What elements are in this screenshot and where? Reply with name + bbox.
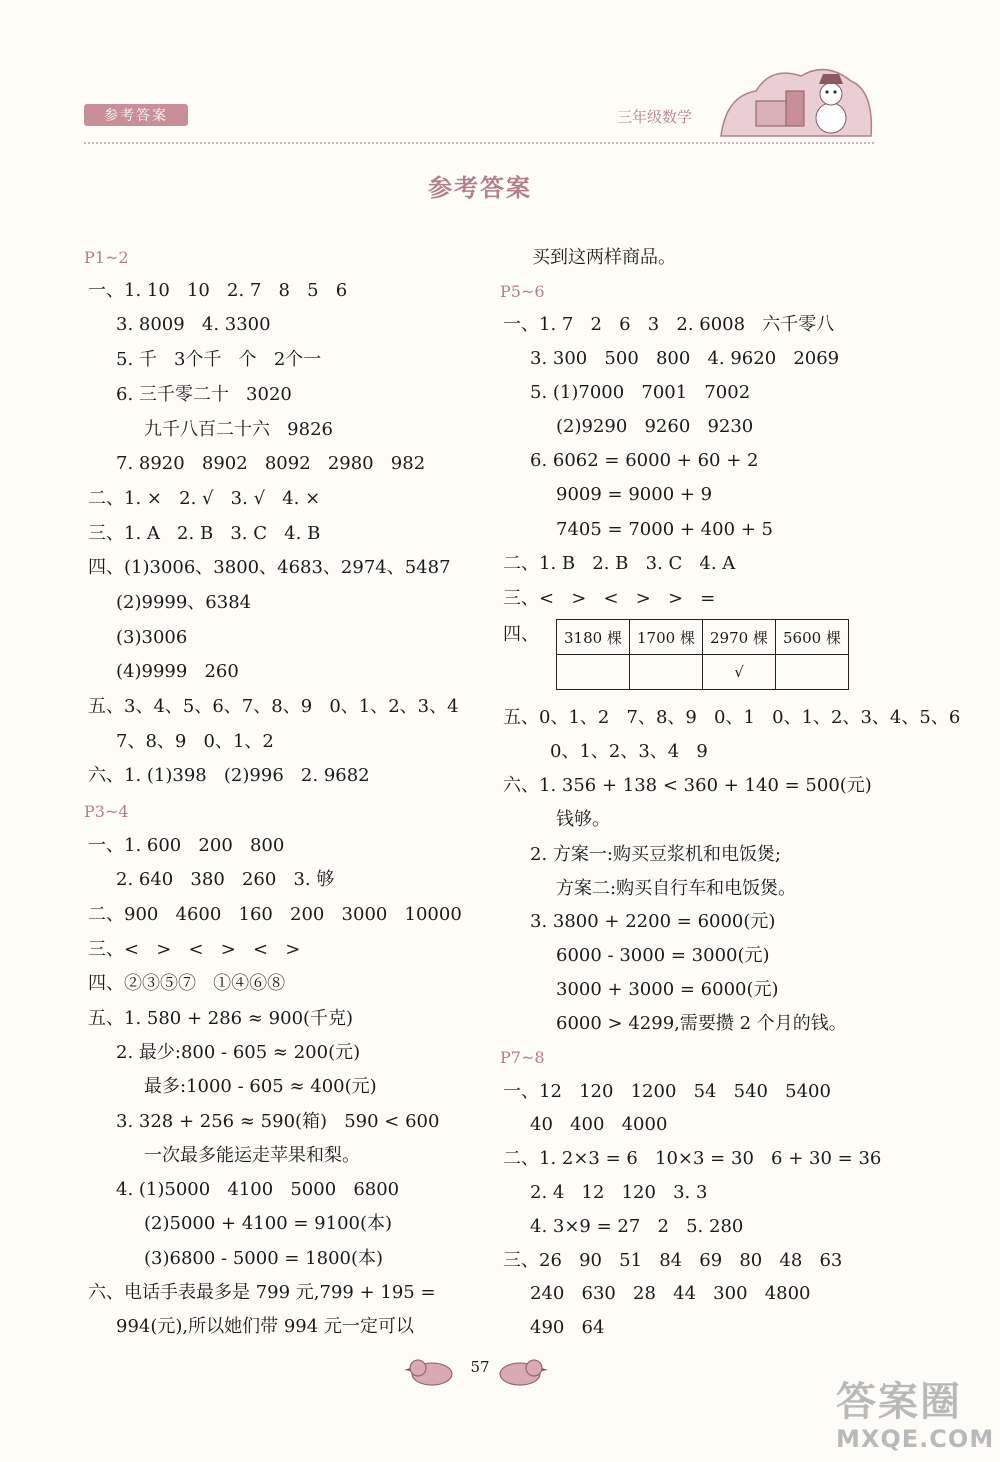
answer-line: 一、12 120 1200 54 540 5400 bbox=[503, 1081, 831, 1102]
answer-line: (2)9290 9260 9230 bbox=[556, 416, 754, 437]
answer-line: 7405 = 7000 + 400 + 5 bbox=[556, 519, 774, 540]
answer-line: 4. (1)5000 4100 5000 6800 bbox=[116, 1179, 400, 1200]
answer-line: 490 64 bbox=[530, 1317, 605, 1338]
snowman-illustration bbox=[716, 56, 876, 146]
answer-line: 三、26 90 51 84 69 80 48 63 bbox=[503, 1250, 843, 1271]
answer-line: 5. (1)7000 7001 7002 bbox=[530, 382, 751, 403]
section-label: P7~8 bbox=[500, 1048, 545, 1067]
answer-line: 40 400 4000 bbox=[530, 1114, 668, 1135]
answer-line: 2. 最少:800 - 605 ≈ 200(元) bbox=[116, 1042, 361, 1063]
bird-left-icon bbox=[404, 1354, 454, 1388]
table-cell: 1700 棵 bbox=[630, 620, 703, 655]
answer-line: 二、1. × 2. √ 3. √ 4. × bbox=[88, 488, 321, 509]
answer-line: 9009 = 9000 + 9 bbox=[556, 484, 713, 505]
section-label: P3~4 bbox=[84, 802, 129, 821]
answer-line: 3. 300 500 800 4. 9620 2069 bbox=[530, 348, 840, 369]
header-divider bbox=[84, 142, 874, 144]
table-header-row bbox=[557, 620, 849, 655]
answer-line: 4. 3×9 = 27 2 5. 280 bbox=[530, 1216, 744, 1237]
answer-line: 6000 > 4299,需要攒 2 个月的钱。 bbox=[556, 1013, 847, 1034]
answer-line: (2)5000 + 4100 = 9100(本) bbox=[144, 1213, 393, 1234]
watermark bbox=[836, 1370, 994, 1453]
answer-line: (2)9999、6384 bbox=[116, 592, 252, 613]
answer-line: 一、1. 7 2 6 3 2. 6008 六千零八 bbox=[503, 314, 835, 335]
answer-line: 2. 640 380 260 3. 够 bbox=[116, 869, 335, 890]
answer-line: (3)3006 bbox=[116, 627, 188, 648]
answer-table bbox=[556, 619, 849, 690]
answer-line: 五、3、4、5、6、7、8、9 0、1、2、3、4 bbox=[88, 696, 459, 717]
table-cell: 5600 棵 bbox=[776, 620, 849, 655]
answer-line: 四、 bbox=[503, 624, 539, 645]
answer-line: 四、②③⑤⑦ ①④⑥⑧ bbox=[88, 973, 286, 994]
answer-line: 六、1. (1)398 (2)996 2. 9682 bbox=[88, 765, 370, 786]
watermark-url: MXQE.COM bbox=[836, 1425, 995, 1453]
answer-line: 5. 千 3个千 个 2个一 bbox=[116, 349, 322, 370]
answer-line: 最多:1000 - 605 ≈ 400(元) bbox=[144, 1076, 377, 1097]
page-title: 参考答案 bbox=[428, 173, 532, 202]
answer-line: 一、1. 10 10 2. 7 8 5 6 bbox=[88, 280, 348, 301]
answer-line: 二、900 4600 160 200 3000 10000 bbox=[88, 904, 462, 925]
answer-line: 三、< > < > < > bbox=[88, 939, 301, 960]
answer-line: 7. 8920 8902 8092 2980 982 bbox=[116, 453, 426, 474]
table-row bbox=[557, 655, 849, 690]
answer-line: 3. 8009 4. 3300 bbox=[116, 314, 271, 335]
answer-line: 6. 三千零二十 3020 bbox=[116, 384, 292, 405]
section-label: P1~2 bbox=[84, 248, 129, 267]
watermark-title: 答案圈 bbox=[836, 1379, 962, 1425]
answer-line: 3. 3800 + 2200 = 6000(元) bbox=[530, 911, 776, 932]
table-cell: 2970 棵 bbox=[703, 620, 776, 655]
answer-line: 6. 6062 = 6000 + 60 + 2 bbox=[530, 450, 759, 471]
answer-line: 7、8、9 0、1、2 bbox=[116, 731, 274, 752]
answer-line: 240 630 28 44 300 4800 bbox=[530, 1283, 811, 1304]
answer-line: 994(元),所以她们带 994 元一定可以 bbox=[116, 1316, 414, 1337]
answer-line: 二、1. 2×3 = 6 10×3 = 30 6 + 30 = 36 bbox=[503, 1148, 882, 1169]
answer-line: 钱够。 bbox=[556, 809, 610, 830]
table-cell: 3180 棵 bbox=[557, 620, 630, 655]
answer-line: 6000 - 3000 = 3000(元) bbox=[556, 945, 770, 966]
answer-line: 六、1. 356 + 138 < 360 + 140 = 500(元) bbox=[503, 775, 872, 796]
table-cell bbox=[630, 655, 703, 690]
answer-line: 一、1. 600 200 800 bbox=[88, 835, 285, 856]
answer-line: 三、1. A 2. B 3. C 4. B bbox=[88, 523, 321, 544]
answer-line: 0、1、2、3、4 9 bbox=[550, 741, 708, 762]
grade-label: 三年级数学 bbox=[617, 108, 693, 126]
answer-line: 买到这两样商品。 bbox=[532, 247, 676, 268]
answer-line: 2. 方案一:购买豆浆机和电饭煲; bbox=[530, 844, 782, 865]
answer-line: 方案二:购买自行车和电饭煲。 bbox=[556, 878, 797, 899]
answer-line: 三、< > < > > = bbox=[503, 588, 716, 609]
page-number: 57 bbox=[470, 1358, 490, 1376]
answer-line: (3)6800 - 5000 = 1800(本) bbox=[144, 1248, 384, 1269]
header-badge: 参考答案 bbox=[84, 104, 188, 126]
table-cell bbox=[557, 655, 630, 690]
answer-line: 3. 328 + 256 ≈ 590(箱) 590 < 600 bbox=[116, 1111, 440, 1132]
answer-line: 二、1. B 2. B 3. C 4. A bbox=[503, 553, 736, 574]
answer-line: 六、电话手表最多是 799 元,799 + 195 = bbox=[88, 1282, 436, 1303]
answer-line: (4)9999 260 bbox=[116, 661, 239, 682]
answer-line: 四、(1)3006、3800、4683、2974、5487 bbox=[88, 557, 451, 578]
answer-line: 九千八百二十六 9826 bbox=[144, 419, 333, 440]
table-cell bbox=[776, 655, 849, 690]
answer-line: 五、0、1、2 7、8、9 0、1 0、1、2、3、4、5、6 bbox=[503, 707, 961, 728]
bird-right-icon bbox=[498, 1354, 548, 1388]
answer-line: 2. 4 12 120 3. 3 bbox=[530, 1182, 708, 1203]
answer-line: 五、1. 580 + 286 ≈ 900(千克) bbox=[88, 1008, 354, 1029]
table-cell: √ bbox=[703, 655, 776, 690]
answer-line: 3000 + 3000 = 6000(元) bbox=[556, 979, 779, 1000]
section-label: P5~6 bbox=[500, 282, 545, 301]
answer-line: 一次最多能运走苹果和梨。 bbox=[144, 1145, 360, 1166]
